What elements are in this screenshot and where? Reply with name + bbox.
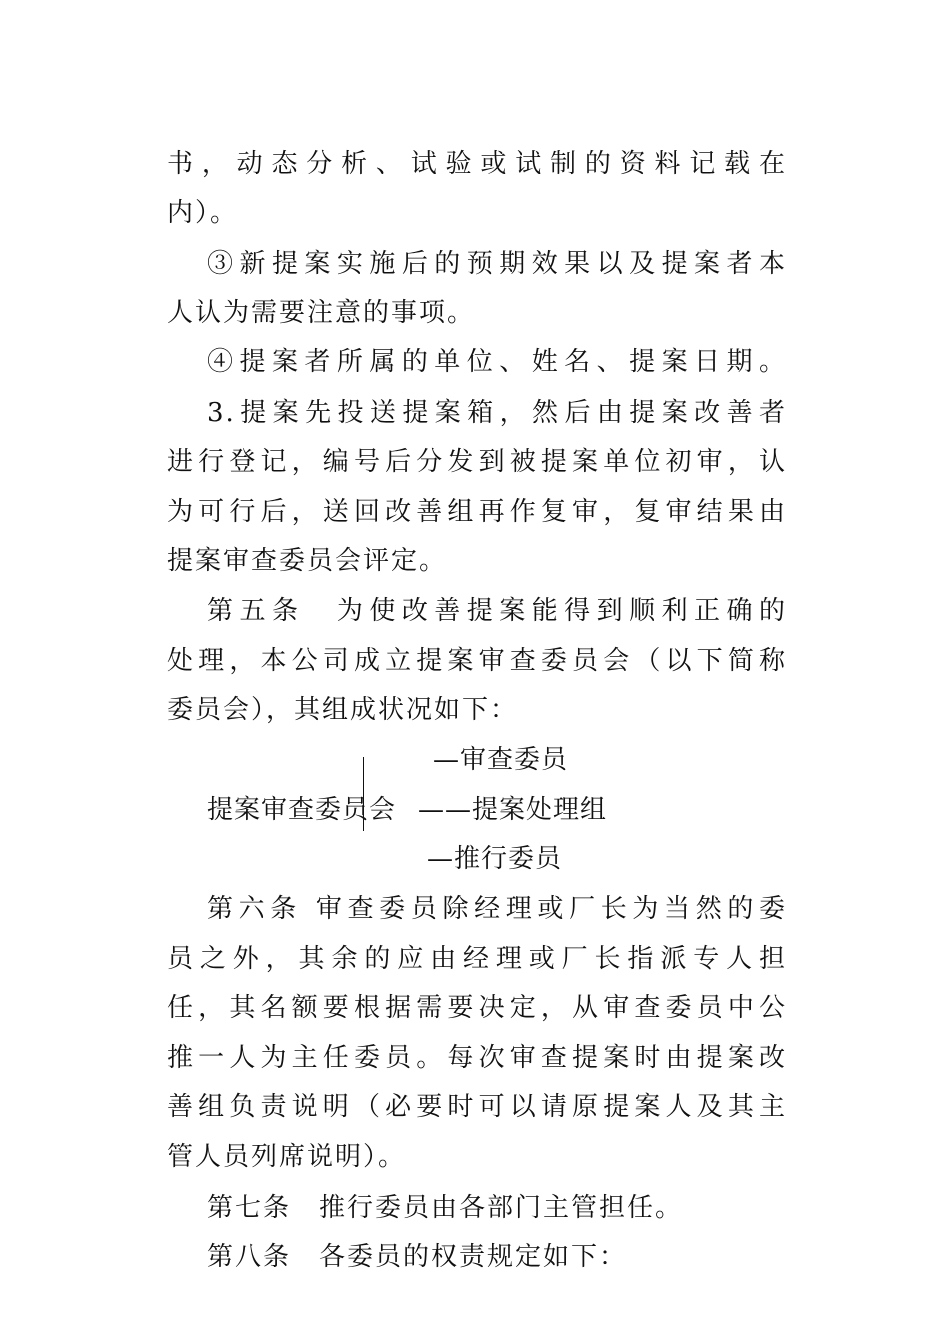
- article-heading-line: 第七条 推行委员由各部门主管担任。: [207, 1193, 684, 1223]
- org-root: 提案审查委员会: [207, 795, 397, 825]
- paragraph-line: 管人员列席说明）。: [167, 1142, 407, 1172]
- paragraph-line: 内）。: [167, 198, 239, 228]
- article-heading-line: 第八条 各委员的权责规定如下：: [207, 1242, 628, 1272]
- paragraph-line: 任，其名额要根据需要决定，从审查委员中公: [167, 993, 787, 1023]
- paragraph-line: 提案审查委员会评定。: [167, 546, 448, 576]
- paragraph-line: ③新提案实施后的预期效果以及提案者本: [207, 249, 787, 279]
- paragraph-line: 委员会），其组成状况如下：: [167, 695, 519, 725]
- org-bracket-line: [363, 757, 364, 831]
- paragraph-line: 3.提案先投送提案箱，然后由提案改善者: [207, 398, 787, 428]
- org-branch-processing: ——提案处理组: [418, 795, 608, 825]
- article-heading-line: 第五条 为使改善提案能得到顺利正确的: [207, 596, 787, 626]
- org-branch-promotion: —推行委员: [427, 844, 563, 874]
- article-heading-line: 第六条 审查委员除经理或厂长为当然的委: [207, 894, 787, 924]
- paragraph-line: 书，动态分析、试验或试制的资料记载在: [167, 149, 787, 179]
- paragraph-line: 为可行后，送回改善组再作复审，复审结果由: [167, 497, 787, 527]
- paragraph-line: ④提案者所属的单位、姓名、提案日期。: [207, 347, 787, 377]
- paragraph-line: 处理，本公司成立提案审查委员会（以下简称: [167, 646, 787, 676]
- paragraph-line: 人认为需要注意的事项。: [167, 298, 476, 328]
- paragraph-line: 推一人为主任委员。每次审查提案时由提案改: [167, 1043, 787, 1073]
- org-branch-review: —审查委员: [433, 745, 569, 775]
- paragraph-line: 员之外，其余的应由经理或厂长指派专人担: [167, 944, 787, 974]
- paragraph-line: 进行登记，编号后分发到被提案单位初审，认: [167, 447, 787, 477]
- paragraph-line: 善组负责说明（必要时可以请原提案人及其主: [167, 1092, 787, 1122]
